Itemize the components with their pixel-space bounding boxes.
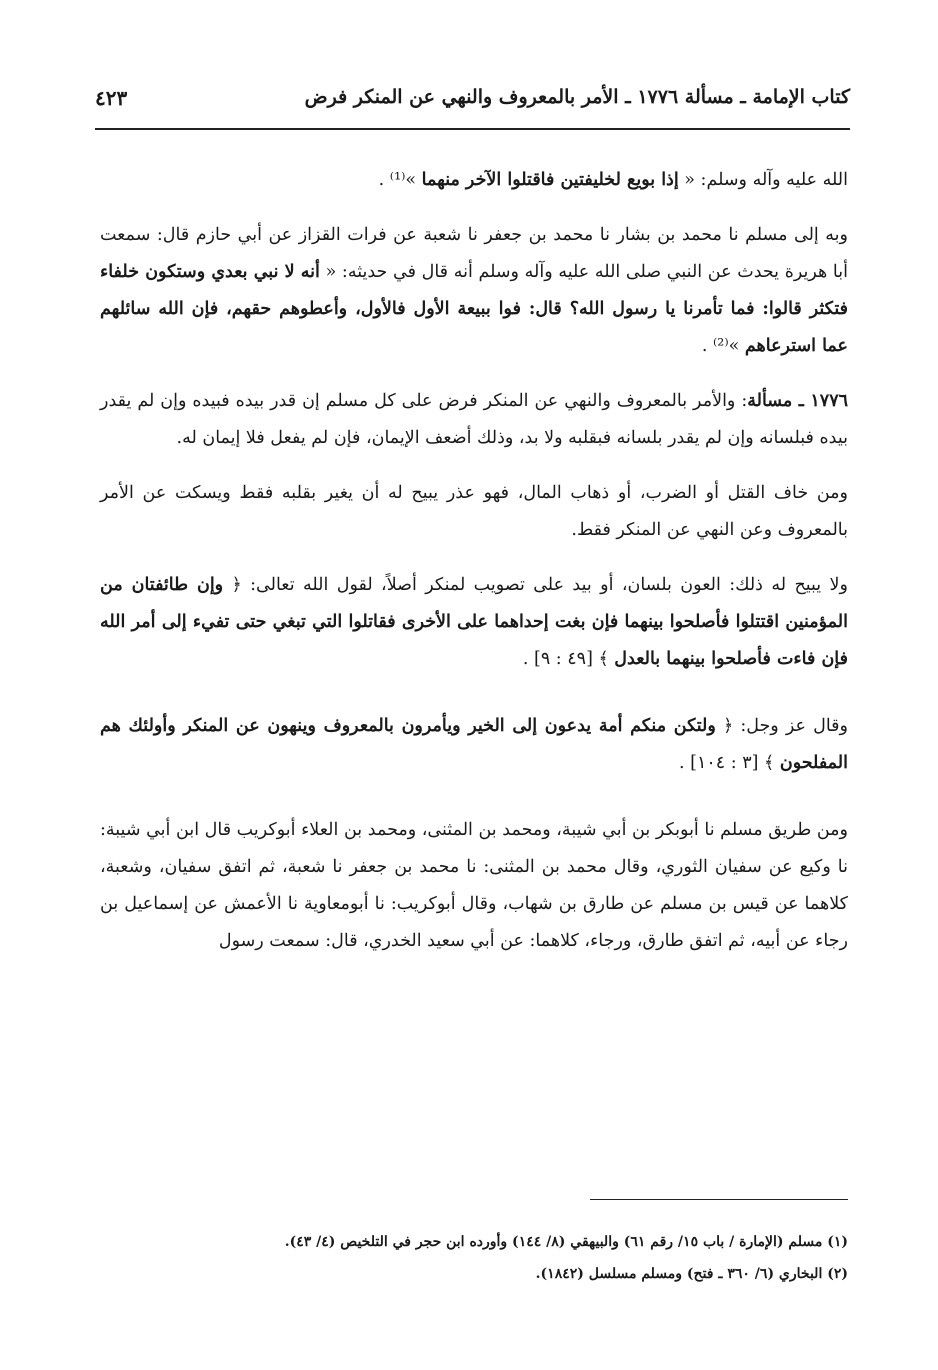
paragraph [100,217,848,365]
running-title: كتاب الإمامة ـ مسألة ١٧٧٦ ـ الأمر بالمعروف والنهي عن المنكر فرض [304,86,850,108]
emphasized-text: ولتكن منكم أمة يدعون إلى الخير ويأمرون بالمعروف وينهون عن المنكر وأولئك هم المفلحون [100,716,848,773]
paragraph [100,383,848,457]
paragraph [100,475,848,549]
body-text: »⁽¹⁾ . [378,170,422,190]
paragraph [100,812,848,960]
body-text: »⁽²⁾ . [701,336,745,356]
running-header [95,86,850,120]
body-text: ولا يبيح له ذلك: العون بلسان، أو بيد على تصويب لمنكر أصلاً، لقول الله تعالى: ﴿ [223,575,848,595]
body-text: : والأمر بالمعروف والنهي عن المنكر فرض على كل مسلم إن قدر بيده فبيده وإن لم يقدر بيده فبلسانه وإن لم يقدر بلسانه فبقلبه ولا بد، وذلك أضعف الإيمان، فإن لم يفعل فلا إيمان له. [100,391,848,448]
paragraph [100,162,848,199]
paragraph [100,708,848,782]
body-text: ﴾ [٣ : ١٠٤] . [679,753,780,773]
body-text: الله عليه وآله وسلم: « [678,170,848,190]
emphasized-text: إذا بويع لخليفتين فاقتلوا الآخر منهما [421,170,679,190]
footnote-2: (٢) البخاري (٦/ ٣٦٠ ـ فتح) ومسلم مسلسل (١٨٤٢). [535,1266,848,1282]
footnote-separator [590,1199,848,1200]
body-text: ومن خاف القتل أو الضرب، أو ذهاب المال، فهو عذر يبيح له أن يغير بقلبه فقط ويسكت عن الأمر بالمعروف وعن النهي عن المنكر فقط. [100,483,848,540]
header-rule [95,128,850,130]
main-text [100,162,848,978]
footnotes [100,1226,848,1290]
body-text: وبه إلى مسلم نا محمد بن بشار نا محمد بن جعفر نا شعبة عن فرات القزاز عن أبي حازم قال: سمعت أبا هريرة يحدث عن النبي صلى الله عليه وآله وسلم أنه قال في حديثه: « [100,225,848,282]
paragraph [100,567,848,678]
page-number: ٤٢٣ [95,86,128,110]
emphasized-text: وإن طائفتان من المؤمنين اقتتلوا فأصلحوا بينهما فإن بغت إحداهما على الأخرى فقاتلوا التي تبغي حتى تفيء إلى أمر الله فإن فاءت فأصلحوا بينهما بالعدل [100,575,848,669]
footnote-1: (١) مسلم (الإمارة / باب ١٥/ رقم ٦١) والبيهقي (٨/ ١٤٤) وأورده ابن حجر في التلخيص (٤/ ٤٣). [284,1234,848,1250]
body-text: ومن طريق مسلم نا أبوبكر بن أبي شيبة، ومحمد بن المثنى، ومحمد بن العلاء أبوكريب قال ابن أبي شيبة: نا وكيع عن سفيان الثوري، وقال محمد بن المثنى: نا محمد بن جعفر نا شعبة، ثم اتفق سفيان، وشعبة، كلاهما عن قيس بن مسلم عن طارق بن شهاب، وقال أبوكريب: نا أبومعاوية نا الأعمش عن إسماعيل بن رجاء عن أبيه، ثم اتفق طارق، ورجاء، كلاهما: عن أبي سعيد الخدري، قال: سمعت رسول [100,820,848,951]
emphasized-text: أنه لا نبي بعدي وستكون خلفاء فتكثر قالوا: فما تأمرنا يا رسول الله؟ قال: فوا ببيعة الأول فالأول، وأعطوهم حقهم، فإن الله سائلهم عما استرعاهم [100,262,848,356]
body-text: وقال عز وجل: ﴿ [715,716,848,736]
emphasized-text: ١٧٧٦ ـ مسألة [747,391,849,411]
body-text: ﴾ [٤٩ : ٩] . [522,649,615,669]
